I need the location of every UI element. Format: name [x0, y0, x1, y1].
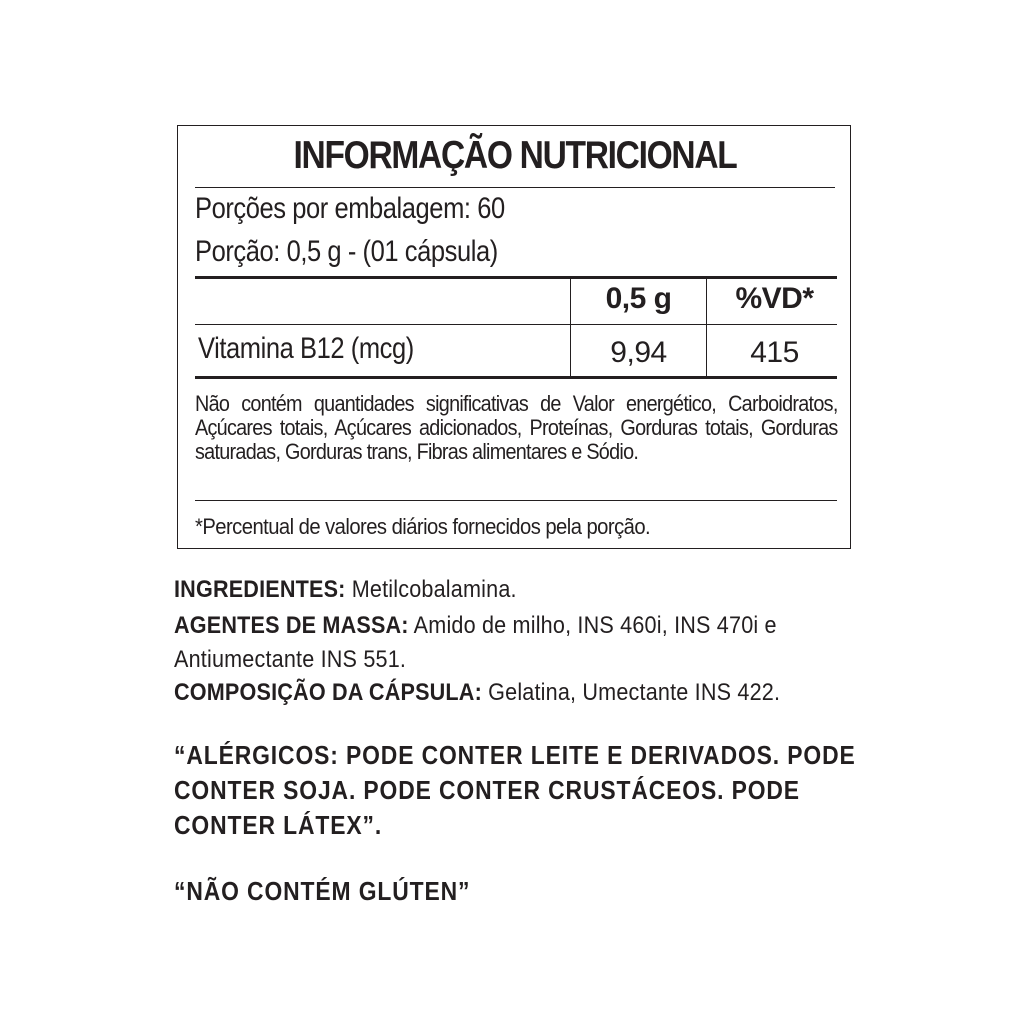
title-divider — [195, 187, 835, 188]
bulking-agents-value: Amido de milho, INS 460i, INS 470i e — [408, 612, 777, 639]
bulking-agents-line-cont: Antiumectante INS 551. — [174, 646, 407, 673]
table-bottom-rule — [195, 376, 837, 379]
panel-title: INFORMAÇÃO NUTRICIONAL — [293, 134, 737, 177]
bulking-agents-line — [174, 612, 777, 640]
allergen-warning-line-3: CONTER LÁTEX”. — [174, 810, 383, 840]
nutrition-facts-panel — [177, 125, 851, 549]
capsule-composition-label: COMPOSIÇÃO DA CÁPSULA: — [174, 679, 482, 706]
nutrient-name: Vitamina B12 (mcg) — [198, 332, 414, 365]
header-daily-value: %VD* — [735, 282, 814, 315]
gluten-warning: “NÃO CONTÉM GLÚTEN” — [174, 876, 471, 906]
capsule-composition-value: Gelatina, Umectante INS 422. — [481, 679, 781, 706]
servings-per-package: Porções por embalagem: 60 — [195, 192, 505, 225]
capsule-composition-line — [174, 679, 780, 707]
serving-size: Porção: 0,5 g - (01 cápsula) — [195, 235, 498, 268]
table-top-rule — [195, 276, 837, 279]
ingredients-value: Metilcobalamina. — [345, 576, 517, 603]
nutrient-daily-value: 415 — [750, 336, 799, 369]
ingredients-label: INGREDIENTES: — [174, 576, 346, 603]
nutrient-amount: 9,94 — [610, 336, 667, 369]
footnote: *Percentual de valores diários fornecidos pela porção. — [195, 514, 651, 539]
allergen-warning-line-1: “ALÉRGICOS: PODE CONTER LEITE E DERIVADOS. PODE — [174, 740, 856, 770]
footnote-divider — [195, 500, 837, 501]
nutrition-note: Não contém quantidades significativas de Valor energético, Carboidratos, Açúcares totais, Açúcares adicionados, Proteínas, Gorduras totais, Gorduras saturadas, Gorduras trans, Fibras alimentares e Sódio. — [195, 391, 838, 464]
header-amount: 0,5 g — [605, 282, 672, 315]
header-row-divider — [195, 324, 837, 325]
ingredients-line — [174, 576, 517, 604]
allergen-warning-line-2: CONTER SOJA. PODE CONTER CRUSTÁCEOS. PODE — [174, 775, 800, 805]
bulking-agents-label: AGENTES DE MASSA: — [174, 612, 409, 639]
